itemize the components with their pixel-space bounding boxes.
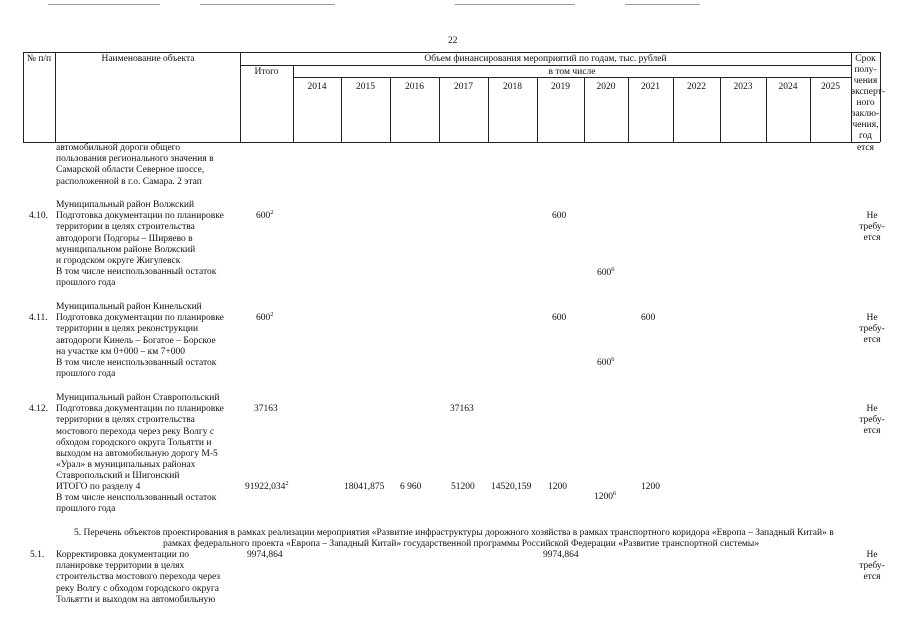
row-name: Муниципальный район Кинельский Подготовка документации по планировке территории в целях реконструкции автодороги Кинель – Богатое – Борское на участке км 0+000 – км 7+000 В том числе неиспользованный остаток прошлого года — [56, 302, 224, 380]
header-year: 2019 — [551, 82, 570, 92]
row-2019: 600 — [552, 211, 567, 221]
header-year: 2022 — [687, 82, 706, 92]
row-name: Корректировка документации по планировке территории в целях строительства мостового перехода через реку Волгу с обходом городского округа Тольятти и выходом на автомобильную — [56, 550, 221, 605]
scan-artifact — [200, 4, 335, 5]
header-year: 2024 — [778, 82, 798, 92]
col-border — [55, 52, 56, 142]
total-2019: 1200 — [548, 482, 567, 492]
header-total: Итого — [254, 67, 279, 77]
row-2017: 37163 — [450, 404, 474, 414]
row-total: 37163 — [254, 404, 278, 414]
header-deadline: Срок полу- чения эксперт- ного заклю- чения, год — [851, 54, 885, 141]
row-num: 4.12. — [29, 404, 48, 414]
header-year: 2020 — [596, 82, 616, 92]
header-funding: Объем финансирования мероприятий по годам, тыс. рублей — [424, 54, 667, 64]
section-title-line: 5. Перечень объектов проектирования в рамках реализации мероприятия «Развитие инфраструктуры дорожного хозяйства в рамках транспортного коридора «Европа – Западный Китай» в — [74, 528, 834, 538]
total-2015: 18041,875 — [344, 482, 385, 492]
header-name: Наименование объекта — [101, 54, 195, 64]
row-total: $600^2$ — [256, 208, 274, 221]
row-2019: 600 — [552, 313, 567, 323]
header-year: 2021 — [641, 82, 660, 92]
row-deadline: Не требу- ется — [859, 404, 885, 437]
total-label: ИТОГО по разделу 4 В том числе неиспользованный остаток прошлого года — [56, 482, 217, 515]
col-border — [23, 52, 24, 142]
header-year: 2018 — [503, 82, 522, 92]
col-border — [240, 52, 241, 142]
carryover-name: автомобильной дороги общего пользования регионального значения в Самарской области Северное шоссе, расположенной в г.о. Самара. 2 этап — [56, 143, 214, 187]
row-total: $600^2$ — [256, 310, 274, 323]
row-num: 4.11. — [29, 313, 48, 323]
scan-artifact — [625, 4, 700, 5]
header-year: 2014 — [307, 82, 327, 92]
header-including: в том числе — [548, 67, 596, 77]
total-2021: 1200 — [641, 482, 660, 492]
row-unused-2020: $600^6$ — [597, 355, 615, 368]
row-total: 9974,864 — [247, 550, 283, 560]
row-name: Муниципальный район Ставропольский Подготовка документации по планировке территории в целях строительства мостового перехода через реку Волгу с обходом городского округа Тольятти и выходом на автомобильную дорогу М-5 «Урал» в муниципальных районах Ставропольский и Шигонский — [56, 393, 224, 482]
total-2018: 14520,159 — [491, 482, 532, 492]
header-top-border — [23, 52, 880, 53]
page-number: 22 — [448, 36, 458, 46]
header-rule — [293, 77, 851, 78]
row-num: 4.10. — [29, 211, 48, 221]
header-year: 2023 — [733, 82, 753, 92]
header-rule — [240, 65, 851, 66]
row-deadline: Не требу- ется — [859, 550, 885, 583]
header-year: 2016 — [405, 82, 424, 92]
header-year: 2017 — [454, 82, 473, 92]
scan-artifact — [455, 4, 575, 5]
total-2016: 6 960 — [400, 482, 422, 492]
row-num: 5.1. — [30, 550, 45, 560]
header-year: 2025 — [821, 82, 840, 92]
section-title-line: рамках федерального проекта «Европа – Западный Китай» государственной программы Российской Федерации «Развитие транспортной системы» — [163, 539, 760, 549]
row-2021: 600 — [641, 313, 656, 323]
scan-artifact — [48, 4, 160, 5]
row-name: Муниципальный район Волжский Подготовка документации по планировке территории в целях строительства автодороги Подгоры – Ширяево в муниципальном районе Волжский и городском округе Жигулевск В том числе неиспользованный остаток прошлого года — [56, 200, 224, 289]
carryover-deadline: ется — [856, 143, 875, 153]
row-2019: 9974,864 — [543, 550, 579, 560]
col-border — [880, 52, 881, 142]
row-deadline: Не требу- ется — [859, 211, 885, 244]
total-2017: 51200 — [451, 482, 475, 492]
row-unused-2020: $600^6$ — [597, 265, 615, 278]
row-deadline: Не требу- ется — [859, 313, 885, 346]
header-year: 2015 — [356, 82, 375, 92]
total-sum: 91922,034$^2$ — [245, 479, 289, 492]
total-unused-2020: 1200$^6$ — [594, 489, 617, 502]
header-num: № п/п — [26, 54, 52, 64]
